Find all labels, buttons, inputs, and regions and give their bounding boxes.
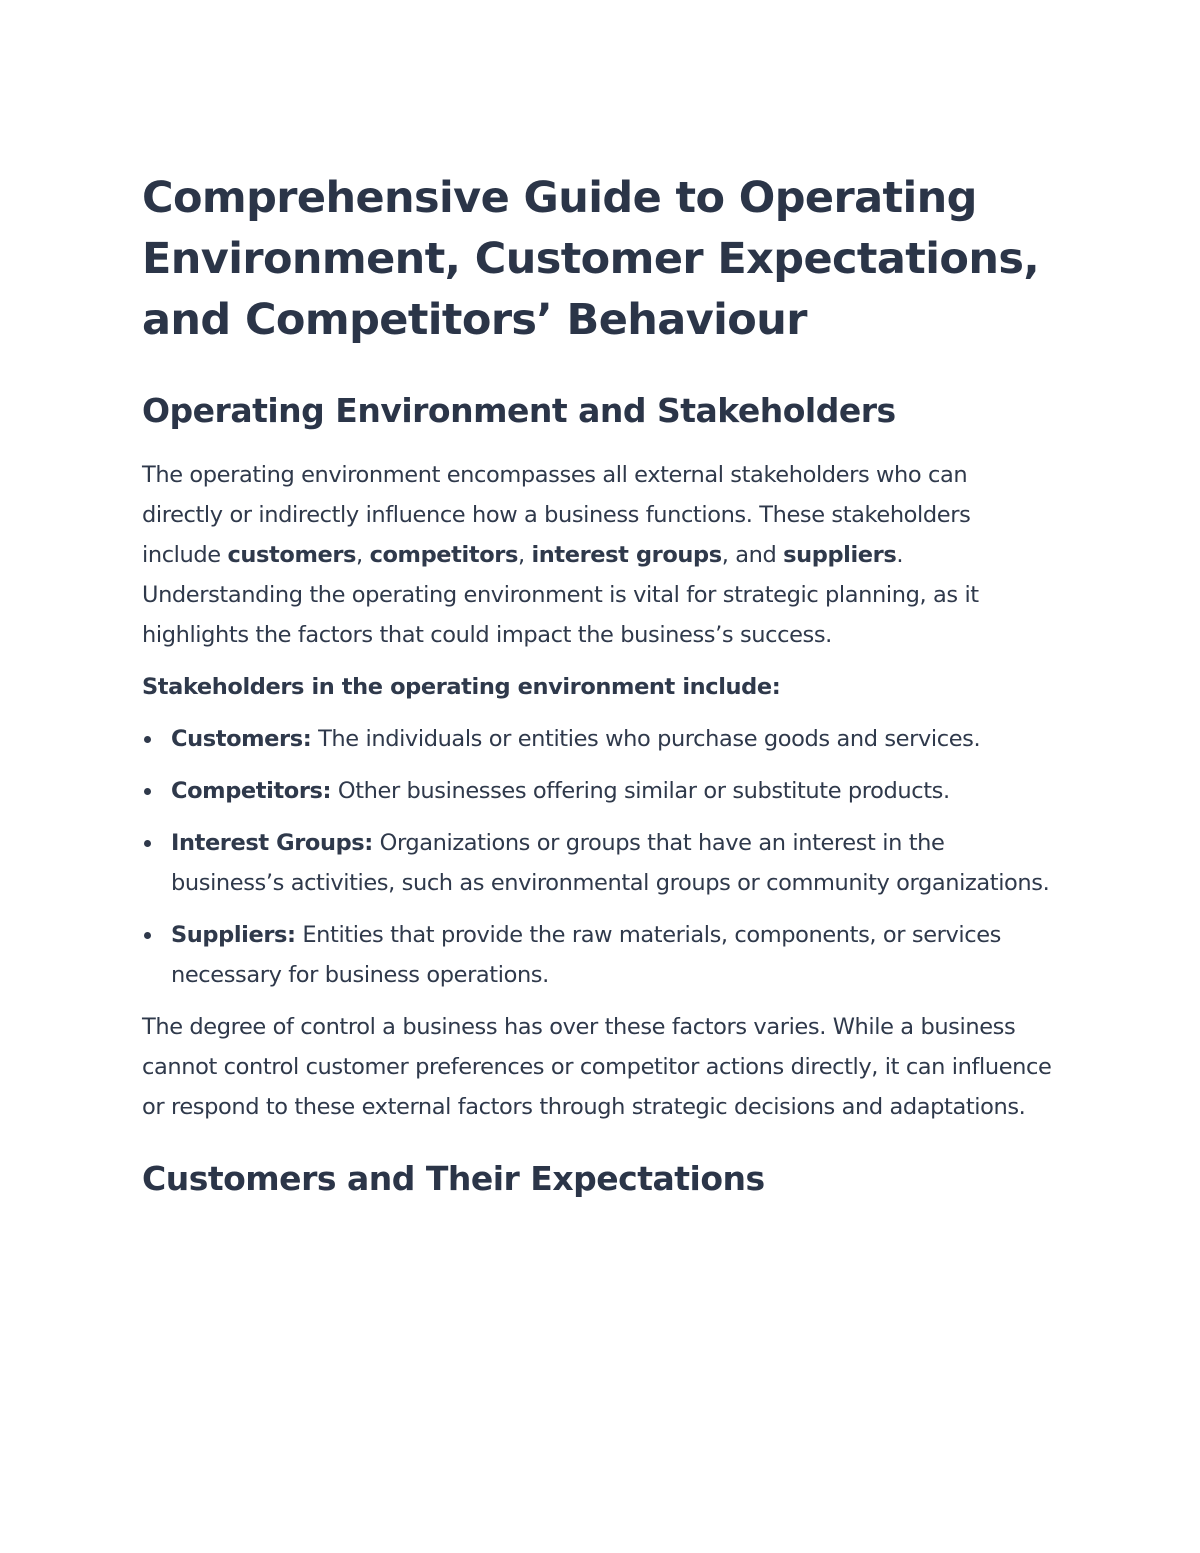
- list-item-term: Competitors:: [171, 778, 332, 804]
- list-item-term: Interest Groups:: [171, 830, 373, 856]
- term-suppliers: suppliers: [783, 542, 897, 568]
- bullet-dot-icon: [144, 788, 151, 795]
- list-item-competitors: [142, 771, 1052, 811]
- bullet-dot-icon: [144, 932, 151, 939]
- list-intro: Stakeholders in the operating environment include:: [142, 674, 781, 700]
- intro-text-part1: The operating environment encompasses all external stakeholders who can directly or indirectly influence how a business functions. These stakeholders include: [142, 462, 971, 568]
- list-item-text: The individuals or entities who purchase goods and services.: [311, 726, 981, 752]
- intro-text-part2: . Understanding the operating environment is vital for strategic planning, as it highlights the factors that could impact the business’s success.: [142, 542, 979, 648]
- bullet-dot-icon: [144, 736, 151, 743]
- term-interest-groups: interest groups: [531, 542, 722, 568]
- document-page: [142, 168, 1052, 1201]
- term-competitors: competitors: [369, 542, 518, 568]
- intro-paragraph: [142, 455, 1052, 655]
- list-item-term: Suppliers:: [171, 922, 296, 948]
- document-title: Comprehensive Guide to Operating Environment, Customer Expectations, and Competitors’ Behaviour: [142, 173, 1040, 345]
- list-item-interest-groups: [142, 823, 1052, 903]
- intro-separator: ,: [517, 542, 532, 568]
- intro-separator: ,: [356, 542, 370, 568]
- bullet-dot-icon: [144, 840, 151, 847]
- list-item-text: Organizations or groups that have an interest in the business’s activities, such as environmental groups or community organizations.: [171, 830, 1050, 896]
- section-heading-operating-environment: Operating Environment and Stakeholders: [142, 391, 896, 430]
- list-item-term: Customers:: [171, 726, 312, 752]
- stakeholder-list: [142, 719, 1052, 995]
- list-item-text: Other businesses offering similar or substitute products.: [331, 778, 950, 804]
- section-heading-customers: Customers and Their Expectations: [142, 1159, 765, 1198]
- list-item-text: Entities that provide the raw materials, components, or services necessary for business operations.: [171, 922, 1002, 988]
- term-customers: customers: [227, 542, 357, 568]
- intro-separator: , and: [721, 542, 784, 568]
- outro-paragraph: The degree of control a business has over these factors varies. While a business cannot control customer preferences or competitor actions directly, it can influence or respond to these external factors through strategic decisions and adaptations.: [142, 1014, 1052, 1120]
- list-item-customers: [142, 719, 1052, 759]
- list-item-suppliers: [142, 915, 1052, 995]
